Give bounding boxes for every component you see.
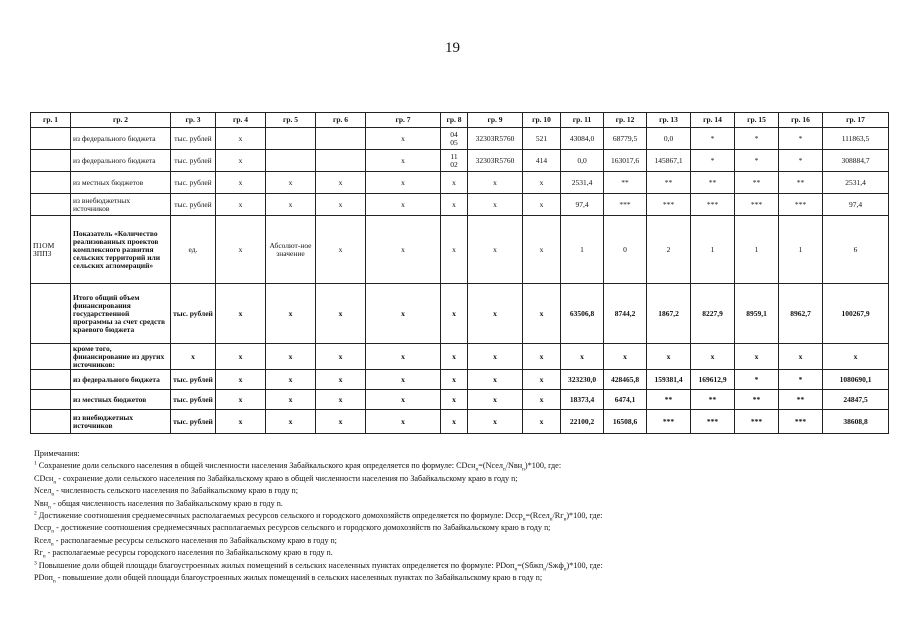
table-cell: x [523,194,561,216]
table-cell: 0,0 [561,150,604,172]
table-cell: x [216,390,266,410]
table-cell: *** [604,194,647,216]
table-cell: * [779,150,823,172]
table-cell: 11 02 [441,150,468,172]
table-cell: x [823,344,889,370]
table-cell: x [468,410,523,434]
table-cell: x [216,216,266,284]
table-cell: Абсолют-ное значение [266,216,316,284]
column-header: гр. 8 [441,113,468,128]
table-cell: x [523,216,561,284]
column-header: гр. 4 [216,113,266,128]
table-cell: x [441,216,468,284]
table-cell: 2 [647,216,691,284]
table-cell: x [468,172,523,194]
table-cell: x [366,344,441,370]
table-cell: ед. [171,216,216,284]
table-cell: *** [647,194,691,216]
table-cell: x [266,344,316,370]
row-label-cell: из федерального бюджета [71,150,171,172]
table-cell: x [216,172,266,194]
table-cell: ** [779,172,823,194]
table-cell: тыс. рублей [171,410,216,434]
note-line: Dсср$_n$ - достижение соотношения среднемесячных располагаемых ресурсов сельского и городского домохозяйств по Забайкальскому краю в году n; [34,523,551,536]
table-cell: 428465,8 [604,370,647,390]
table-cell: 8227,9 [691,284,735,344]
table-cell [316,128,366,150]
table-cell: тыс. рублей [171,150,216,172]
table-cell: x [691,344,735,370]
table-cell: *** [779,194,823,216]
table-cell: x [171,344,216,370]
table-cell: 8959,1 [735,284,779,344]
table-cell: x [316,410,366,434]
table-cell: x [316,194,366,216]
page-number: 19 [445,40,460,56]
table-cell: x [216,370,266,390]
table-cell: x [366,390,441,410]
row-label-cell: из местных бюджетов [71,172,171,194]
row-label-cell: кроме того, финансирование из других источников: [71,344,171,370]
table-cell: тыс. рублей [171,172,216,194]
table-cell: x [441,370,468,390]
table-cell: x [316,344,366,370]
table-cell: тыс. рублей [171,390,216,410]
table-cell: x [441,410,468,434]
row-label-cell: из внебюджетных источников [71,410,171,434]
note-line: Nсел$_n$ - численность сельского населения по Забайкальскому краю в году n; [34,486,299,498]
table-cell: x [266,390,316,410]
table-cell: *** [691,194,735,216]
table-cell: ** [735,172,779,194]
table-cell: x [604,344,647,370]
table-cell: x [523,410,561,434]
table-cell: x [316,216,366,284]
table-cell [266,150,316,172]
table-cell: 8962,7 [779,284,823,344]
table-cell: x [366,410,441,434]
table-cell: 18373,4 [561,390,604,410]
table-cell: 38608,8 [823,410,889,434]
table-cell: ** [779,390,823,410]
table-cell: 97,4 [823,194,889,216]
table-cell [31,410,71,434]
note-1: $^1$ Сохранение доли сельского населения в общей численности населения Забайкальского края определяется по формуле: CDсн$_n$=(Nсел$_n$/Nвн$_n$)*100, где: [34,460,562,474]
table-body [31,128,889,434]
table-cell [31,172,71,194]
table-cell: *** [735,410,779,434]
table-row [31,410,889,434]
table-row [31,150,889,172]
table-row [31,370,889,390]
table-cell: 308884,7 [823,150,889,172]
table-cell: тыс. рублей [171,284,216,344]
table-cell [316,150,366,172]
table-row [31,128,889,150]
row-label-cell: из федерального бюджета [71,370,171,390]
table-cell [266,128,316,150]
table-cell: x [441,284,468,344]
table-cell [31,194,71,216]
notes-section [34,448,894,584]
column-header: гр. 2 [71,113,171,128]
table-cell: x [561,344,604,370]
table-cell: x [216,128,266,150]
table-cell: x [266,370,316,390]
table-cell: 323230,0 [561,370,604,390]
table-cell: x [266,410,316,434]
table-cell: *** [735,194,779,216]
row-label-cell: из внебюджетных источников [71,194,171,216]
table-cell: ** [691,172,735,194]
table-cell: x [468,284,523,344]
table-cell: 1 [735,216,779,284]
note-line: Nвн$_n$ - общая численность населения по Забайкальскому краю в году n. [34,498,283,511]
table-cell: x [266,284,316,344]
table-cell: * [735,128,779,150]
column-header: гр. 7 [366,113,441,128]
table-cell: x [468,344,523,370]
table-cell: * [691,128,735,150]
table-cell: ** [647,390,691,410]
column-header: гр. 14 [691,113,735,128]
table-row [31,194,889,216]
table-cell: 63506,8 [561,284,604,344]
table-cell: 1 [691,216,735,284]
table-cell: * [779,128,823,150]
table-cell: *** [647,410,691,434]
note-2: $^2$ Достижение соотношения среднемесячных располагаемых ресурсов сельского и городского домохозяйств определяется по формуле: $Dсср_n=(Rсел_n/Rг_n)*100$, где: [34,510,603,523]
column-header: гр. 10 [523,113,561,128]
table-cell: тыс. рублей [171,128,216,150]
table-cell [31,344,71,370]
table-cell: 521 [523,128,561,150]
table-cell: 16508,6 [604,410,647,434]
table-cell: 159381,4 [647,370,691,390]
table-row [31,344,889,370]
table-cell: x [216,344,266,370]
table-cell: x [468,390,523,410]
table-cell: x [523,284,561,344]
table-cell: x [316,370,366,390]
note-line: $Rг_n$ - располагаемые ресурсы городского населения по Забайкальскому краю в году n. [34,548,333,560]
table-cell: * [735,370,779,390]
table-row [31,390,889,410]
table-cell: ** [735,390,779,410]
table-cell: x [523,344,561,370]
table-cell: ** [604,172,647,194]
row-label-cell: Показатель «Количество реализованных проектов комплексного развития сельских территорий или сельских агломераций» [71,216,171,284]
table-cell: 2531,4 [823,172,889,194]
column-header: гр. 11 [561,113,604,128]
notes-title: Примечания: [34,449,80,458]
row-label-cell: Итого общий объем финансирования государственной программы за счет средств краевого бюджета [71,284,171,344]
table-cell: x [266,194,316,216]
column-header: гр. 6 [316,113,366,128]
table-cell [31,128,71,150]
table-cell: x [266,172,316,194]
table-cell: x [216,150,266,172]
table-cell: 24847,5 [823,390,889,410]
table-cell: x [366,172,441,194]
note-3: $^3$ Повышение доли общей площади благоустроенных жилых помещений в сельских населенных пунктах определяется по формуле: PDоп$_n$=(Sбжп$_n$/Sжф$_n$)*100, где: [34,559,603,573]
table-cell: x [216,410,266,434]
table-cell: 1 [779,216,823,284]
table-cell: x [441,172,468,194]
table-cell: 0,0 [647,128,691,150]
table-cell: 6 [823,216,889,284]
table-row [31,284,889,344]
table-cell: 414 [523,150,561,172]
table-cell: 32303R5760 [468,128,523,150]
table-cell: x [779,344,823,370]
table-cell: *** [779,410,823,434]
note-line: Rсел$_n$ - располагаемые ресурсы сельского населения по Забайкальскому краю в году n; [34,535,337,548]
row-label-cell: из федерального бюджета [71,128,171,150]
table-cell: x [523,370,561,390]
table-row [31,216,889,284]
table-cell: * [779,370,823,390]
financing-table [30,112,889,434]
table-cell [31,150,71,172]
note-line: PDоп$_n$ - повышение доли общей площади благоустроенных жилых помещений в сельских населенных пунктах по Забайкальскому краю в году n; [34,573,543,585]
table-cell: *** [691,410,735,434]
table-cell: 22100,2 [561,410,604,434]
table-cell: П1ОМ ЗПП3 [31,216,71,284]
column-header: гр. 13 [647,113,691,128]
table-cell: 111863,5 [823,128,889,150]
table-cell: * [691,150,735,172]
table-header-row [31,113,889,128]
table-cell: x [316,172,366,194]
table-cell: 04 05 [441,128,468,150]
table-cell [31,284,71,344]
table-cell: x [216,194,266,216]
table-cell: 0 [604,216,647,284]
table-cell: * [735,150,779,172]
column-header: гр. 15 [735,113,779,128]
table-cell: x [366,216,441,284]
table-cell: ** [647,172,691,194]
table-cell: x [366,194,441,216]
table-cell: x [468,216,523,284]
table-cell: x [441,194,468,216]
column-header: гр. 9 [468,113,523,128]
table-cell: 145867,1 [647,150,691,172]
table-cell: 163017,6 [604,150,647,172]
row-label-cell: из местных бюджетов [71,390,171,410]
table-cell: x [441,344,468,370]
table-cell: x [647,344,691,370]
table-cell: x [468,194,523,216]
column-header: гр. 17 [823,113,889,128]
table-cell: 100267,9 [823,284,889,344]
table-cell: ** [691,390,735,410]
column-header: гр. 1 [31,113,71,128]
column-header: гр. 5 [266,113,316,128]
table-cell: x [441,390,468,410]
table-row [31,172,889,194]
table-cell: x [366,284,441,344]
table-cell [31,390,71,410]
table-cell: 68779,5 [604,128,647,150]
table-cell: 6474,1 [604,390,647,410]
table-cell: 2531,4 [561,172,604,194]
table-cell: 1 [561,216,604,284]
column-header: гр. 12 [604,113,647,128]
table-cell: x [316,284,366,344]
table-cell: x [366,128,441,150]
table-cell: x [366,150,441,172]
table-cell: 8744,2 [604,284,647,344]
table-cell: 97,4 [561,194,604,216]
table-cell: x [316,390,366,410]
column-header: гр. 16 [779,113,823,128]
table-cell: 43084,0 [561,128,604,150]
table-cell: тыс. рублей [171,370,216,390]
table-cell: тыс. рублей [171,194,216,216]
table-cell: 32303R5760 [468,150,523,172]
table-cell: 1080690,1 [823,370,889,390]
note-line: CDсн$_n$ - сохранение доли сельского населения по Забайкальскому краю в общей численности населения по Забайкальскому краю в году n; [34,473,518,486]
table-cell: x [523,390,561,410]
table-cell: 169612,9 [691,370,735,390]
column-header: гр. 3 [171,113,216,128]
table-cell: x [468,370,523,390]
table-cell: 1867,2 [647,284,691,344]
table-cell: x [366,370,441,390]
table-cell [31,370,71,390]
table-cell: x [216,284,266,344]
table-cell: x [523,172,561,194]
table-cell: x [735,344,779,370]
